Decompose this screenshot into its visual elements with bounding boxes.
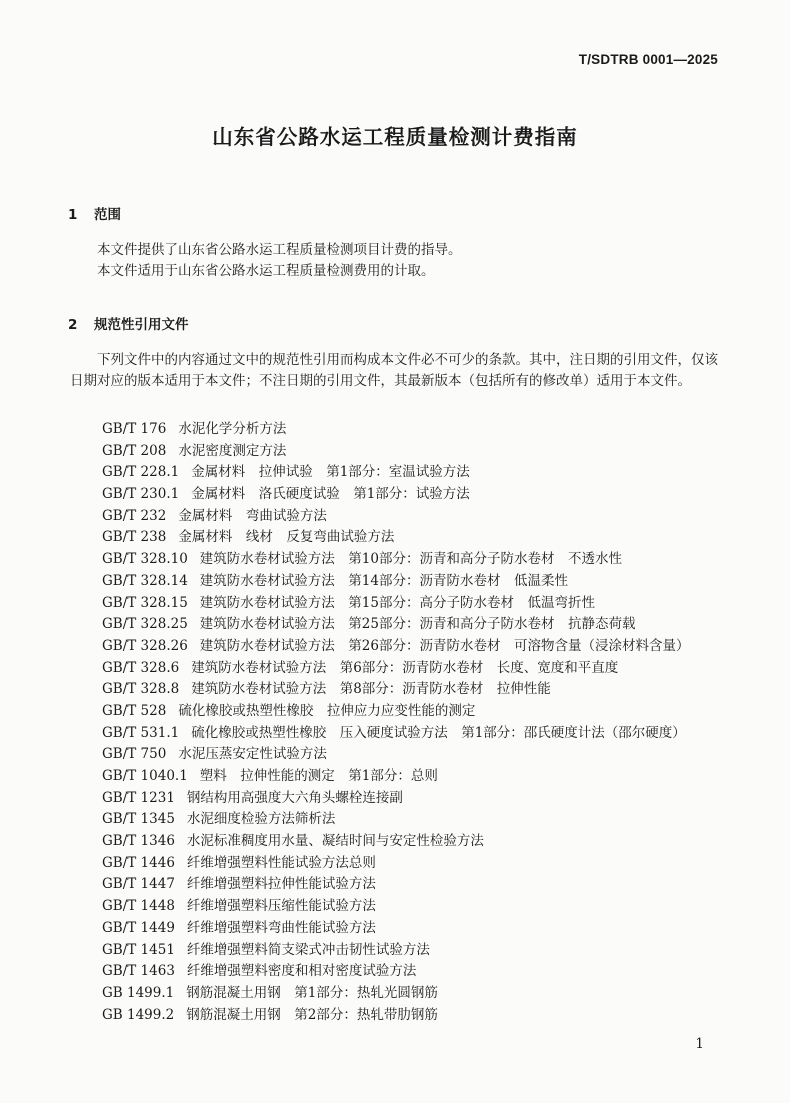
reference-code: GB/T 238 [102,529,167,546]
reference-item [102,744,722,766]
section-2-intro-text: 下列文件中的内容通过文中的规范性引用而构成本文件必不可少的条款。其中，注日期的引用文件，仅该日期对应的版本适用于本文件；不注日期的引用文件，其最新版本（包括所有的修改单）适用于本文件。 [70,352,718,389]
reference-code: GB/T 328.6 [102,659,180,676]
reference-code: GB/T 232 [102,507,167,524]
reference-item [102,788,722,810]
reference-code: GB/T 1345 [102,811,175,828]
reference-item [102,983,722,1005]
reference-item [102,809,722,831]
reference-item [102,658,722,680]
reference-title: 塑料 拉伸性能的测定 第1部分：总则 [199,768,438,784]
reference-title: 钢结构用高强度大六角头螺栓连接副 [186,789,403,806]
section-2-title: 规范性引用文件 [94,317,189,333]
reference-title: 水泥细度检验方法筛析法 [186,811,336,828]
reference-title: 建筑防水卷材试验方法 第10部分：沥青和高分子防水卷材 不透水性 [199,551,622,568]
reference-code: GB/T 750 [102,746,167,763]
reference-code: GB/T 1463 [102,963,175,980]
reference-title: 纤维增强塑料拉伸性能试验方法 [186,876,376,893]
reference-title: 建筑防水卷材试验方法 第26部分：沥青防水卷材 可溶物含量（浸涂材料含量） [199,637,690,654]
reference-code: GB/T 1231 [102,789,175,806]
reference-item [102,527,722,549]
reference-code: GB/T 208 [102,442,167,459]
reference-item [102,1005,722,1027]
reference-code: GB/T 176 [102,421,167,437]
reference-code: GB/T 328.10 [102,551,188,568]
reference-item [102,614,722,636]
reference-code: GB/T 328.8 [102,681,180,698]
reference-code: GB/T 1447 [102,876,175,893]
document-code: T/SDTRB 0001—2025 [578,52,718,67]
reference-code: GB/T 328.26 [102,637,188,654]
section-1-body [70,240,718,281]
reference-code: GB/T 531.1 [102,724,180,741]
reference-title: 纤维增强塑料密度和相对密度试验方法 [186,963,417,980]
reference-item [102,874,722,896]
section-2-number: 2 [68,317,78,333]
reference-item [102,571,722,593]
reference-title: 金属材料 弯曲试验方法 [178,507,327,524]
reference-code: GB/T 528 [102,702,167,719]
reference-code: GB/T 228.1 [102,464,180,481]
reference-item [102,549,722,571]
reference-code: GB/T 230.1 [102,486,180,503]
reference-title: 纤维增强塑料弯曲性能试验方法 [186,919,376,936]
reference-item [102,831,722,853]
reference-item [102,940,722,962]
reference-title: 水泥化学分析方法 [178,421,287,437]
reference-code: GB/T 1451 [102,941,175,958]
reference-title: 硫化橡胶或热塑性橡胶 压入硬度试验方法 第1部分：邵氏硬度计法（邵尔硬度） [191,724,686,741]
section-1-heading [68,203,121,223]
reference-code: GB/T 1449 [102,919,175,936]
reference-item [102,701,722,723]
document-title: 山东省公路水运工程质量检测计费指南 [212,125,578,149]
reference-item [102,419,722,441]
reference-code: GB/T 1448 [102,898,175,915]
section-1-title: 范围 [94,207,121,223]
reference-item [102,723,722,745]
reference-code: GB/T 1446 [102,854,175,871]
reference-item [102,896,722,918]
reference-item [102,679,722,701]
reference-list [102,419,722,1026]
reference-title: 水泥密度测定方法 [178,442,287,459]
reference-title: 钢筋混凝土用钢 第1部分：热轧光圆钢筋 [186,984,438,1001]
reference-code: GB 1499.2 [102,1006,175,1023]
reference-item [102,462,722,484]
reference-title: 建筑防水卷材试验方法 第6部分：沥青防水卷材 长度、宽度和平直度 [191,659,619,676]
reference-title: 纤维增强塑料简支梁式冲击韧性试验方法 [186,941,430,958]
reference-code: GB/T 328.25 [102,616,188,633]
section-1-paragraph: 本文件适用于山东省公路水运工程质量检测费用的计取。 [97,262,435,279]
reference-item [102,593,722,615]
reference-title: 水泥压蒸安定性试验方法 [178,746,327,763]
section-1-number: 1 [68,207,78,223]
reference-item [102,918,722,940]
reference-title: 金属材料 洛氏硬度试验 第1部分：试验方法 [191,486,470,503]
reference-item [102,441,722,463]
reference-item [102,506,722,528]
reference-code: GB 1499.1 [102,984,175,1001]
reference-title: 建筑防水卷材试验方法 第14部分：沥青防水卷材 低温柔性 [199,572,568,589]
reference-code: GB/T 1040.1 [102,768,188,784]
reference-item [102,484,722,506]
reference-title: 钢筋混凝土用钢 第2部分：热轧带肋钢筋 [186,1006,438,1023]
section-2-intro [70,350,718,391]
reference-code: GB/T 1346 [102,833,175,850]
reference-code: GB/T 328.14 [102,572,188,589]
reference-title: 硫化橡胶或热塑性橡胶 拉伸应力应变性能的测定 [178,702,476,719]
reference-title: 建筑防水卷材试验方法 第25部分：沥青和高分子防水卷材 抗静态荷载 [199,616,636,633]
reference-title: 纤维增强塑料压缩性能试验方法 [186,898,376,915]
reference-title: 金属材料 拉伸试验 第1部分：室温试验方法 [191,464,470,481]
reference-title: 纤维增强塑料性能试验方法总则 [186,854,376,871]
reference-title: 金属材料 线材 反复弯曲试验方法 [178,529,395,546]
section-1-paragraph: 本文件提供了山东省公路水运工程质量检测项目计费的指导。 [97,242,462,258]
reference-title: 水泥标准稠度用水量、凝结时间与安定性检验方法 [186,833,484,850]
reference-title: 建筑防水卷材试验方法 第15部分：高分子防水卷材 低温弯折性 [199,594,595,611]
reference-item [102,961,722,983]
reference-item [102,636,722,658]
page-number: 1 [695,1036,704,1052]
reference-item [102,766,722,788]
section-2-heading [68,313,189,333]
reference-item [102,853,722,875]
reference-title: 建筑防水卷材试验方法 第8部分：沥青防水卷材 拉伸性能 [191,681,551,698]
reference-code: GB/T 328.15 [102,594,188,611]
